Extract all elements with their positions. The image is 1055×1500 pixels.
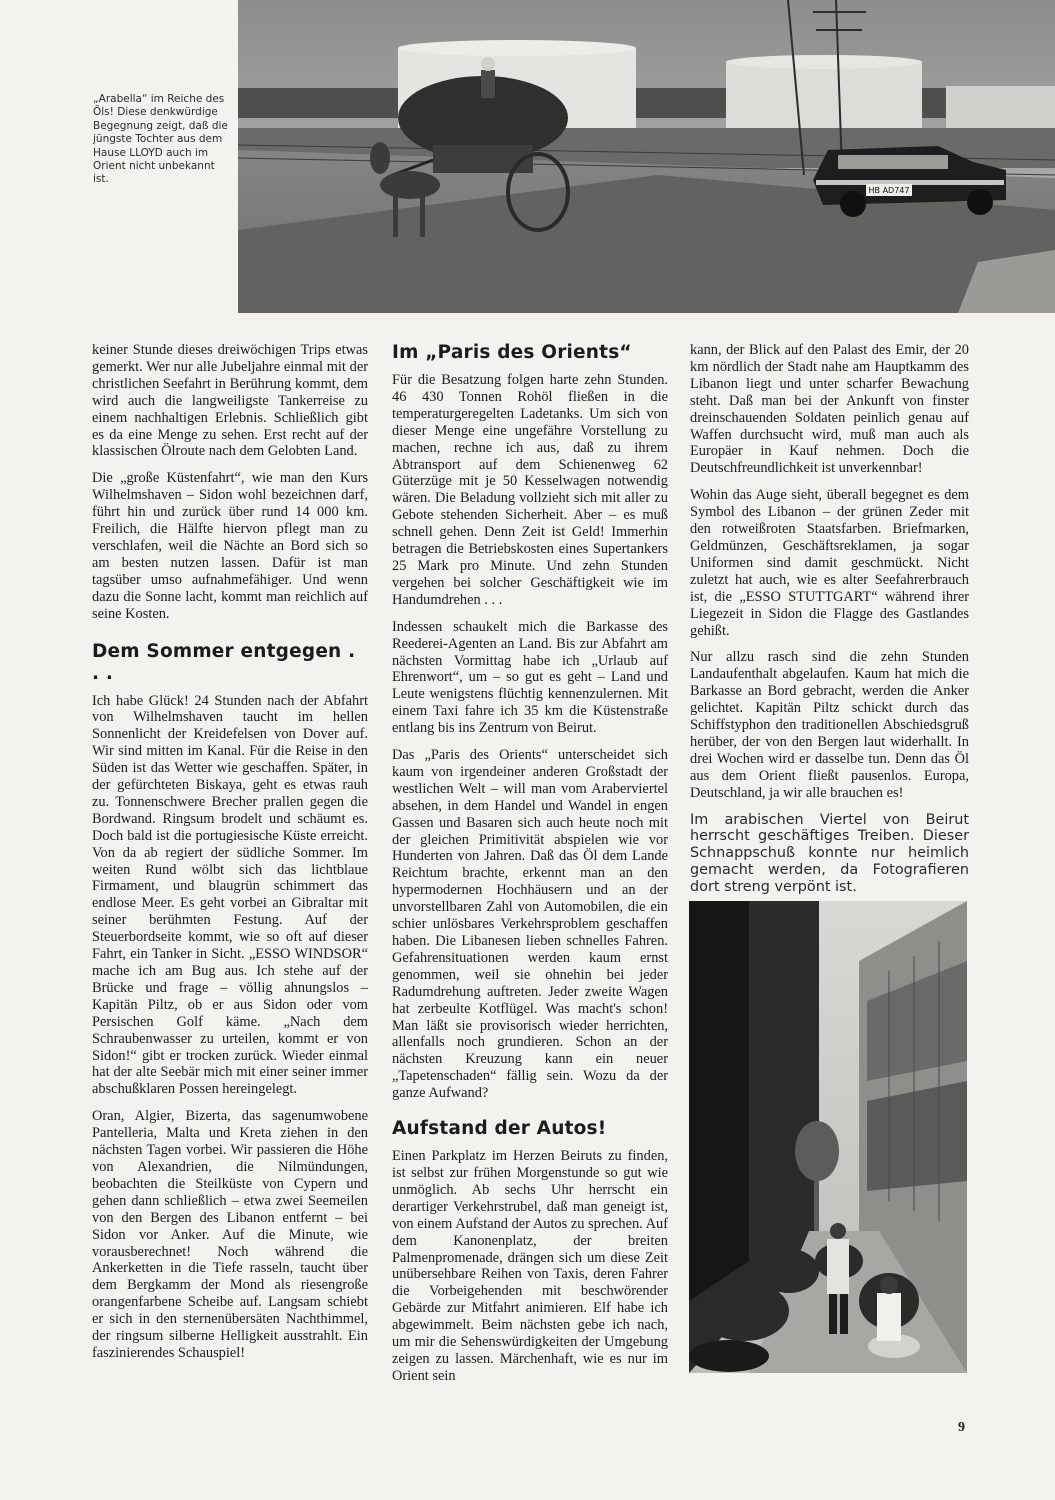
section-heading-sommer: Dem Sommer entgegen . . . [92, 640, 356, 684]
article-column-1 [92, 342, 368, 1372]
article-column-2 [392, 342, 668, 1395]
photo-beirut-street [689, 901, 967, 1373]
paragraph: Die „große Küstenfahrt“, wie man den Kurs Wilhelmshaven – Sidon wohl bezeichnen darf, führt hin und zurück über rund 14 000 km. Freilich, die Hälfte hiervon pflegt man zu verschlafen, weil die Nächte an Bord sich so am besten nutzen lassen. Dafür ist man tagsüber umso aufnahmefähiger. Und wenn dazu die Sonne lacht, kommt man reichlich auf seine Kosten. [92, 470, 368, 622]
photo-beirut-graphic [689, 901, 967, 1373]
paragraph: Nur allzu rasch sind die zehn Stunden Landaufenthalt abgelaufen. Kaum hat mich die Barkasse an Bord gebracht, werden die Anker gelichtet. Kapitän Piltz schickt durch das Schiffstyphon den traditionellen Abschiedsgruß herüber, der von den Bergen laut widerhallt. In drei Wochen wird er dasselbe tun. Denn das Öl aus dem Orient fließt pausenlos. Europa, Deutschland, ja wir alle brauchen es! [690, 649, 969, 801]
paragraph: Indessen schaukelt mich die Barkasse des Reederei-Agenten an Land. Bis zur Abfahrt am nächsten Vormittag habe ich „Urlaub auf Ehrenwort“, um – so gut es geht – Land und Leute wenigstens flüchtig kennenzulernen. Mit einem Taxi fahre ich 35 km die Küstenstraße entlang bis ins Zentrum von Beirut. [392, 618, 668, 737]
paragraph: Ich habe Glück! 24 Stunden nach der Abfahrt von Wilhelmshaven taucht im hellen Sonnenlicht der Kreidefelsen von Dover auf. Wir sind mitten im Kanal. Für die Reise in den Süden ist das Wetter wie geschaffen. Später, in der gefürchteten Biskaya, geht es etwas rauh zu. Tonnenschwere Brecher prallen gegen die Bordwand. Ringsum brodelt und schäumt es. Doch bald ist die portugiesische Küste erreicht. Von da ab regiert der südliche Sommer. Im weiten Rund wölbt sich das lichtblaue Firmament, und blaugrün schimmert das endlose Meer. Es geht vorbei an Gibraltar mit seiner berühmten Festung. Auf der Steuerbordseite kommt, wie so oft auf dieser Fahrt, ein Tanker in Sicht. „ESSO WINDSOR“ mache ich am Bug aus. Ich stehe auf der Brücke und frage – völlig ahnungslos – Kapitän Piltz, ob er aus Sidon oder vom Persischen Golf käme. „Nach dem Schraubenwasser zu urteilen, kommt er von Sidon!“ gibt er trocken zurück. Wieder einmal hat der alte Seebär mich mit einer seiner immer abschußklaren Possen hereingelegt. [92, 692, 368, 1098]
photo-caption-beirut: Im arabischen Viertel von Beirut herrscht geschäftiges Treiben. Dieser Schnappschuß konnte nur heimlich gemacht werden, da Fotografieren dort streng verpönt ist. [690, 811, 969, 896]
section-heading-paris: Im „Paris des Orients“ [392, 342, 632, 363]
photo-arabella-graphic [238, 0, 1055, 313]
photo-arabella-oil-field [238, 0, 1055, 313]
license-plate-text: HB AD747 [868, 186, 910, 195]
paragraph: Für die Besatzung folgen harte zehn Stunden. 46 430 Tonnen Rohöl fließen in die temperaturgeregelten Ladetanks. Um sich von dieser Menge eine ungefähre Vorstellung zu machen, rechne ich aus, daß zu ihrem Abtransport auf dem Schienenweg 62 Güterzüge mit je 50 Kesselwagen notwendig wären. Die Beladung vollzieht sich mit aller zu Gebote stehenden Sicherheit. Aber – es muß schnell gehen. Denn Zeit ist Geld! Immerhin betragen die Betriebskosten eines Supertankers 25 Mark pro Minute. Und zehn Stunden vergehen bei solcher Geschäftigkeit wie im Handumdrehen . . . [392, 372, 668, 608]
paragraph: Wohin das Auge sieht, überall begegnet es dem Symbol des Libanon – der grünen Zeder mit den rotweißroten Staatsfarben. Briefmarken, Geldmünzen, Geschäftsreklamen, ja sogar Uniformen sind damit geschmückt. Nicht zuletzt hat auch, wie es alter Seefahrerbrauch ist, die „ESSO STUTTGART“ während ihrer Liegezeit in Sidon die Flagge des Gastlandes gehißt. [690, 487, 969, 639]
paragraph: Das „Paris des Orients“ unterscheidet sich kaum von irgendeiner anderen Großstadt der westlichen Welt – will man vom Araberviertel absehen, in dem Handel und Wandel in engen Gassen und Basaren sich auch heute noch mit der gleichen Primitivität abspielen wie vor Hunderten von Jahren. Daß das Öl dem Lande Reichtum brachte, erkennt man an den hypermodernen Hochhäusern und an der unvorstellbaren Zahl von Automobilen, die ein schier unlösbares Verkehrsproblem geschaffen haben. Die Libanesen lieben schnelles Fahren. Gefahrensituationen werden kaum ernst genommen, weil sie ohnehin bei jeder Radumdrehung auftreten. Jeder zweite Wagen hat zerbeulte Kotflügel. Was macht's schon! Man läßt sie provisorisch wieder herrichten, allenfalls noch grundieren. Schon an der nächsten Kreuzung kann ein neuer „Tapetenschaden“ fällig sein. Wozu da der ganze Aufwand? [392, 747, 668, 1102]
article-column-3 [690, 342, 969, 906]
photo-caption-arabella: „Arabella“ im Reiche des Öls! Diese denkwürdige Begegnung zeigt, daß die jüngste Tochter aus dem Hause LLOYD auch im Orient nicht unbekannt ist. [93, 93, 228, 186]
paragraph: keiner Stunde dieses dreiwöchigen Trips etwas gemerkt. Wer nur alle Jubeljahre einmal mit der christlichen Seefahrt in Berührung kommt, dem wird auch die langweiligste Tankerreise zu einem nachhaltigen Erlebnis. Schließlich gibt es da eine Menge zu sehen. Erst recht auf der klassischen Ölroute nach dem Gelobten Land. [92, 342, 368, 460]
paragraph: Oran, Algier, Bizerta, das sagenumwobene Pantelleria, Malta und Kreta ziehen in den nächsten Tagen vorbei. Wir passieren die Höhe von Alexandrien, die Nilmündungen, beobachten die Steilküste von Cypern und gehen dann schließlich – etwa zwei Seemeilen von den Bergen des Libanon entfernt – bei Sidon vor Anker. Auf die Minute, wie vorausberechnet! Noch während die Ankerketten in die Tiefe rasseln, taucht über dem Bergkamm der Mond als riesengroße orangenfarbene Scheibe auf. Langsam schiebt er sich in den sternenübersäten Nachthimmel, der ringsum silberne Helligkeit ausstrahlt. Ein faszinierendes Schauspiel! [92, 1108, 368, 1361]
section-heading-aufstand: Aufstand der Autos! [392, 1118, 607, 1140]
paragraph: kann, der Blick auf den Palast des Emir, der 20 km nördlich der Stadt nahe am Hauptkamm des Libanon liegt und unter scharfer Bewachung steht. Daß man bei der Ankunft von finster dreinschauenden Soldaten peinlich genau auf Waffen durchsucht wird, muß man auch als Europäer in Kauf nehmen. Doch die Deutschfreundlichkeit ist unverkennbar! [690, 342, 969, 477]
paragraph: Einen Parkplatz im Herzen Beiruts zu finden, ist selbst zur frühen Morgenstunde so gut wie unmöglich. Ab sechs Uhr herrscht ein derartiger Verkehrstrubel, daß man geneigt ist, von einem Aufstand der Autos zu sprechen. Auf dem Kanonenplatz, der breiten Palmenpromenade, drängen sich um diese Zeit unübersehbare Reihen von Taxis, deren Fahrer die Vorbeigehenden mit beschwörender Gebärde zur Mitfahrt animieren. Elf habe ich abgewimmelt. Beim nächsten gebe ich nach, um mir die Sehenswürdigkeiten der Umgebung zeigen zu lassen. Märchenhaft, wie es nur im Orient sein [392, 1148, 668, 1384]
page-number: 9 [958, 1420, 965, 1435]
